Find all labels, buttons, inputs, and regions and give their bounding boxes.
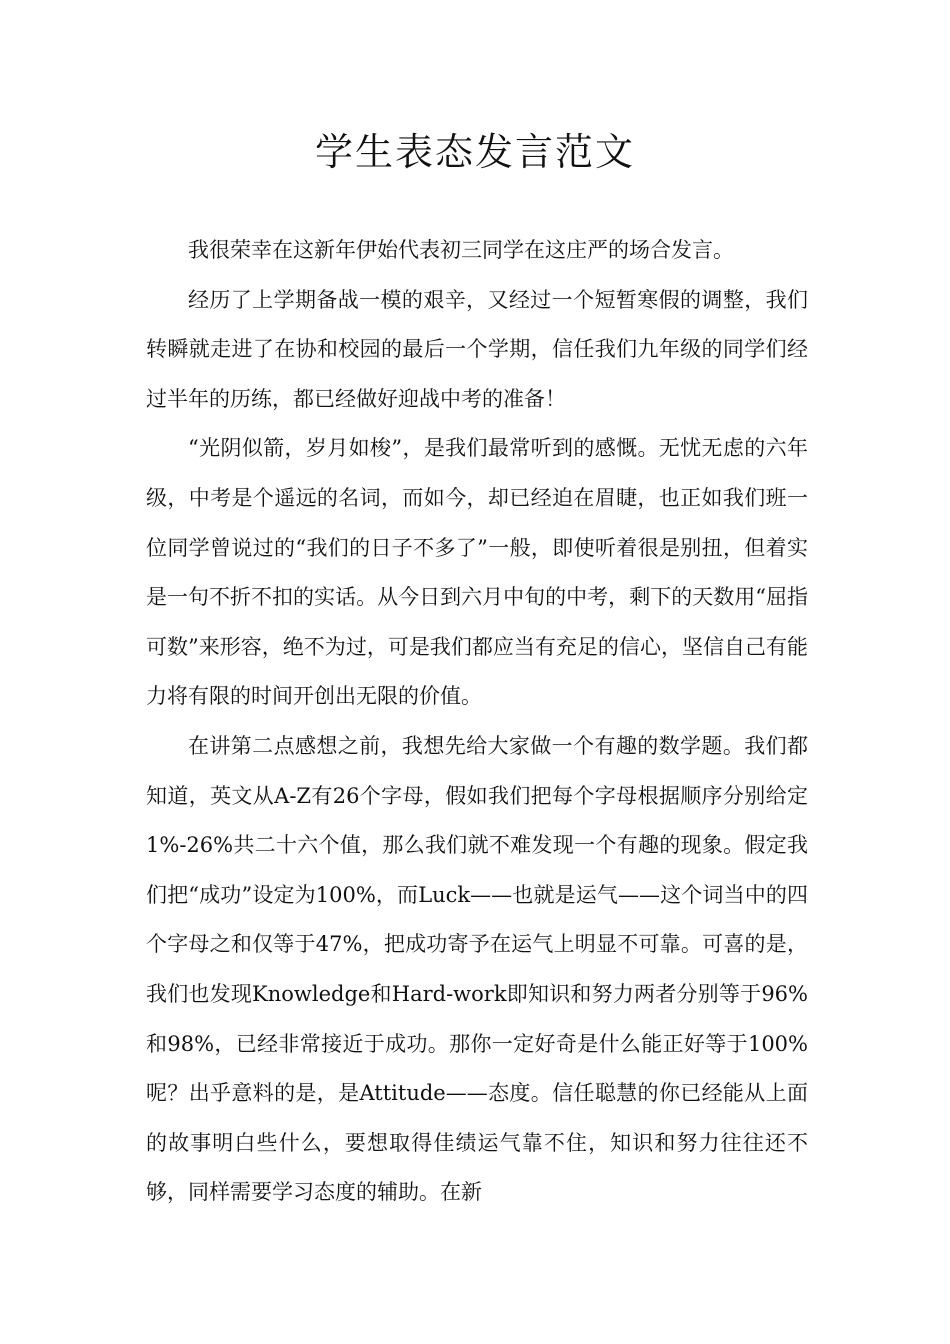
paragraph-1: 我很荣幸在这新年伊始代表初三同学在这庄严的场合发言。 [188,238,734,262]
document-title: 学生表态发言范文 [314,130,635,174]
paragraph-4: 在讲第二点感想之前，我想先给大家做一个有趣的数学题。我们都知道，英文从A-Z有26个字母，假如我们把每个字母根据顺序分别给定1%-26%共二十六个值，那么我们就不难发现一个有趣的现象。假定我们把“成功”设定为100%，而Luck——也就是运气——这个词当中的四个字母之和仅等于47%，把成功寄予在运气上明显不可靠。可喜的是，我们也发现Knowledge和Hard-work即知识和努力两者分别等于96%和98%，已经非常接近于成功。那你一定好奇是什么能正好等于100%呢？出乎意料的是，是Attitude——态度。信任聪慧的你已经能从上面的故事明白些什么，要想取得佳绩运气靠不住，知识和努力往往还不够，同样需要学习态度的辅助。在新 [146,733,808,1205]
paragraph-3: “光阴似箭，岁月如梭”，是我们最常听到的感慨。无忧无虑的六年级，中考是个遥远的名词，而如今，却已经迫在眉睫，也正如我们班一位同学曾说过的“我们的日子不多了”一般，即使听着很是别扭，但着实是一句不折不扣的实话。从今日到六月中旬的中考，剩下的天数用“屈指可数”来形容，绝不为过，可是我们都应当有充足的信心，坚信自己有能力将有限的时间开创出无限的价值。 [146,436,808,709]
document-body [146,226,808,1218]
paragraph-2: 经历了上学期备战一模的艰辛，又经过一个短暂寒假的调整，我们转瞬就走进了在协和校园的最后一个学期，信任我们九年级的同学们经过半年的历练，都已经做好迎战中考的准备！ [146,287,808,411]
